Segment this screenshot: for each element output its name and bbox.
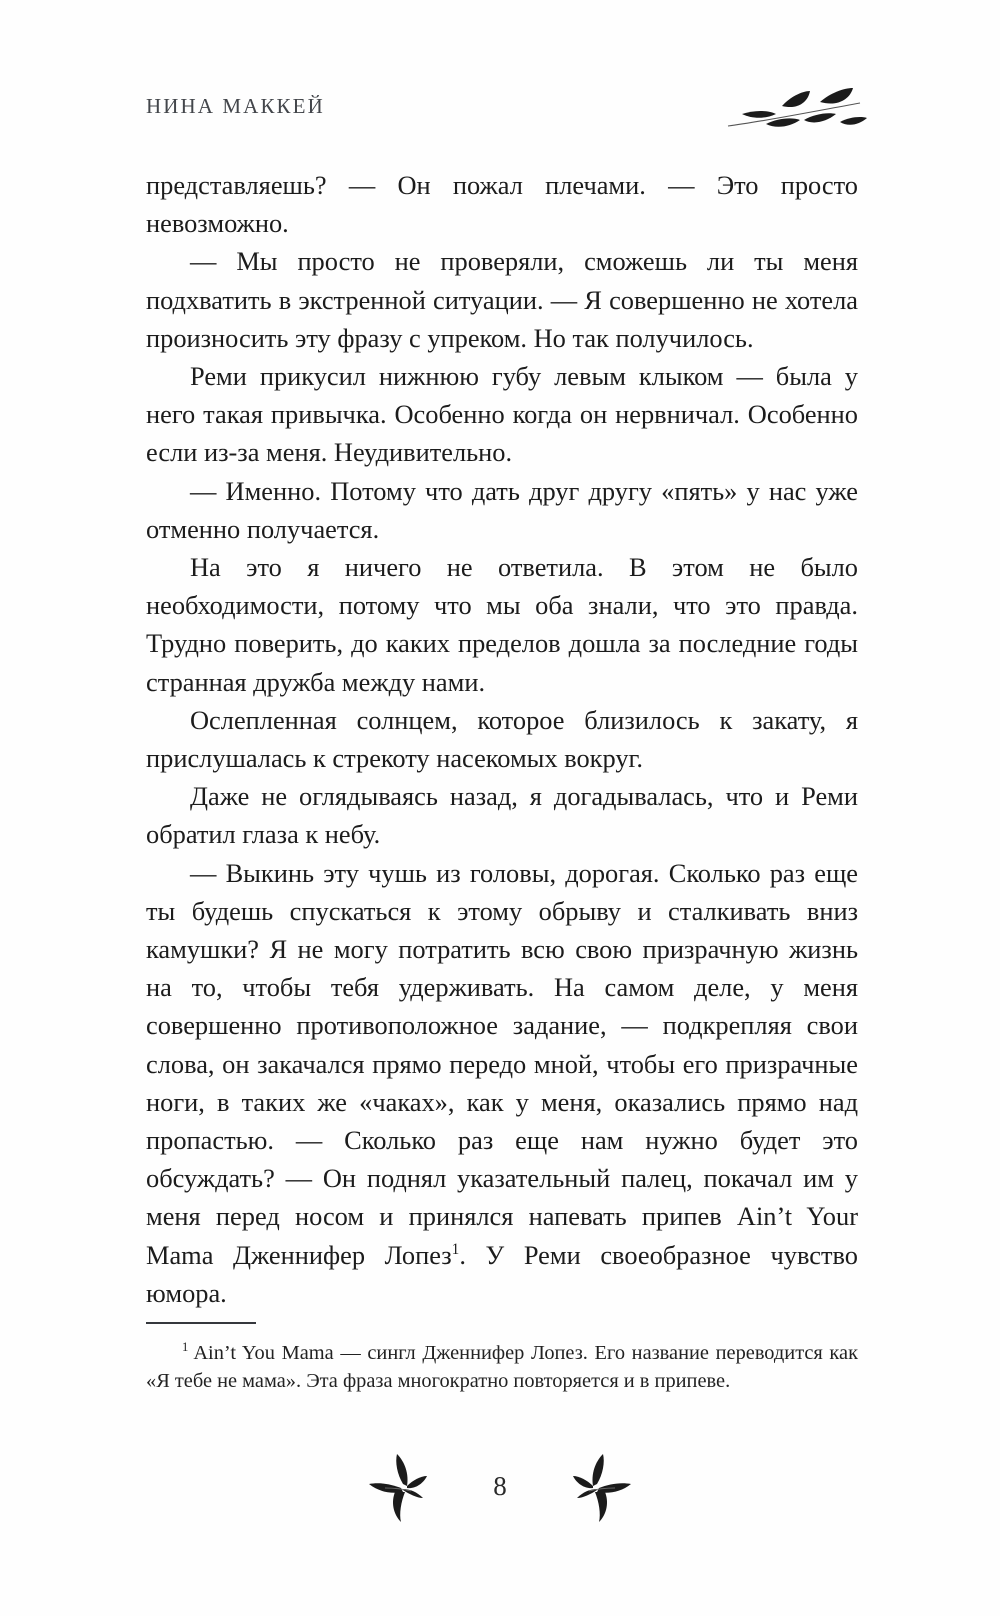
footnote-reference-marker[interactable]: 1 [451,1240,460,1258]
paragraph: На это я ничего не ответила. В этом не было необходимости, потому что мы оба знали, что это правда. Трудно поверить, до каких пределов дошла за последние годы странная дружба между нами. [146,552,858,697]
footnote-block [146,1322,858,1395]
paragraph: Ослепленная солнцем, которое близилось к закату, я прислушалась к стрекоту насекомых вокруг. [146,704,858,774]
paragraph-text-after-footnote: . У Реми своеобразное чувство юмора. [146,1239,858,1308]
page-number: 8 [493,1470,507,1501]
paragraph: представляешь? — Он пожал плечами. — Это просто невозможно. [146,170,858,239]
page-footer [0,1438,1000,1534]
paragraph: Даже не оглядываясь назад, я догадывалась, что и Реми обратил глаза к небу. [146,781,858,850]
running-head [146,86,870,146]
paragraph: — Именно. Потому что дать друг другу «пять» у нас уже отменно получается. [146,475,858,544]
footnote-separator-rule [146,1322,256,1324]
body-text [146,166,858,1312]
paragraph-with-footnote [146,854,858,1312]
footnote-number: 1 [182,1340,189,1355]
running-head-author: НИНА МАККЕЙ [146,94,325,118]
paragraph-text-before-footnote: — Выкинь эту чушь из головы, дорогая. Сколько раз еще ты будешь спускаться к этому обрыву и сталкивать вниз камушки? Я не могу потратить всю свою призрачную жизнь на то, чтобы тебя удерживать. На самом деле, у меня совершенно противоположное задание, — подкрепляя свои слова, он закачался прямо передо мной, чтобы его призрачные ноги, в таких же «чаках», как у меня, оказались прямо над пропастью. — Сколько раз еще нам нужно будет это обсуждать? — Он поднял указательный палец, покачал им у меня перед носом и принялся напевать припев Ain’t Your Mama Дженнифер Лопез [146,857,858,1270]
paragraph: — Мы просто не проверяли, сможешь ли ты меня подхватить в экстренной ситуации. — Я совершенно не хотела произносить эту фразу с упреком. Но так получилось. [146,246,858,353]
leaf-sprig-ornament-icon [363,1448,429,1524]
leaf-sprig-ornament-icon [571,1448,637,1524]
leaf-branch-ornament-icon [720,86,870,142]
footnote-body [146,1340,858,1395]
paragraph: Реми прикусил нижнюю губу левым клыком — была у него такая привычка. Особенно когда он нервничал. Особенно если из-за меня. Неудивительно. [146,361,858,468]
footnote-text: Ain’t You Mama — сингл Дженнифер Лопез. Его название переводится как «Я тебе не мама». Эта фраза многократно повторяется и в припеве. [146,1342,858,1392]
